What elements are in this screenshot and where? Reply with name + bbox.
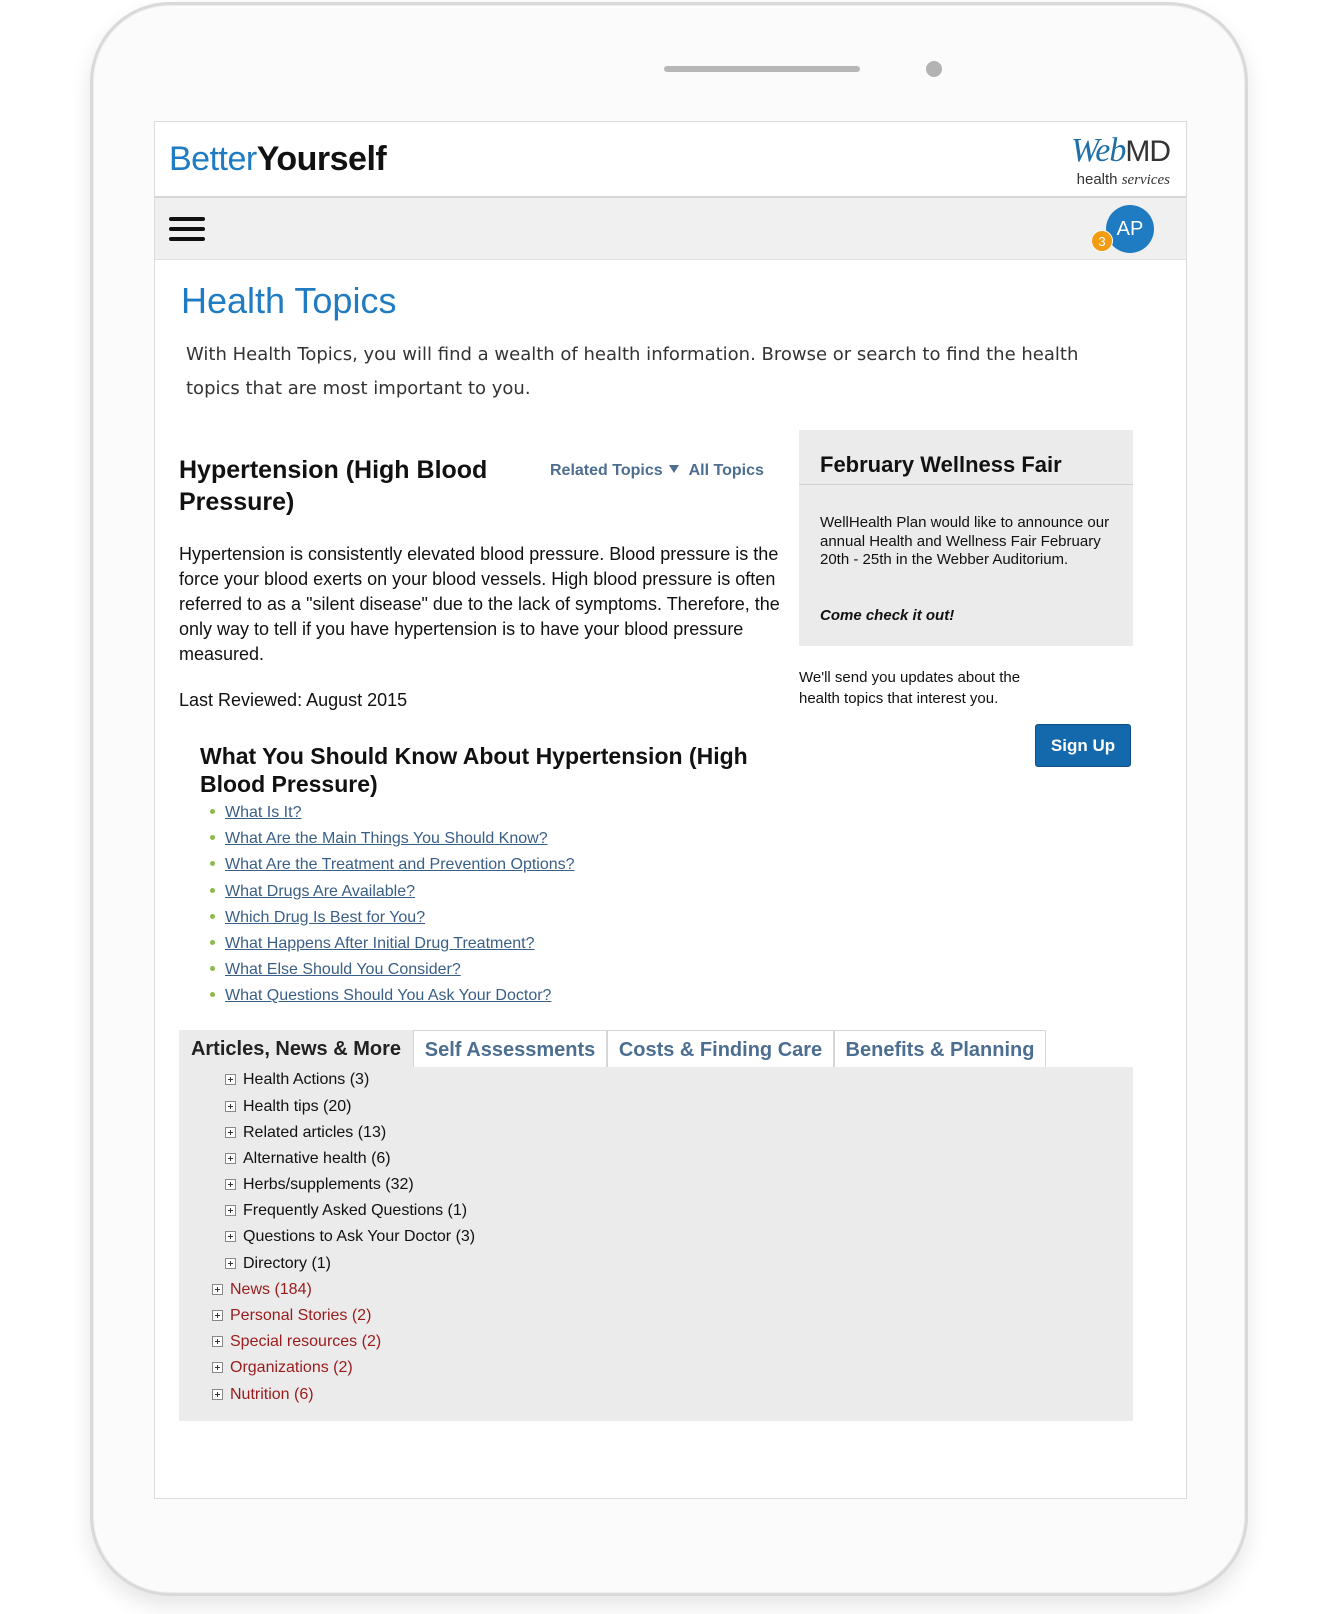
list-item — [210, 856, 575, 882]
tree-item[interactable]: Herbs/supplements (32) — [225, 1176, 414, 1194]
caret-down-icon[interactable] — [669, 465, 679, 473]
tree-item[interactable]: Health tips (20) — [225, 1098, 352, 1116]
all-topics-link[interactable]: All Topics — [688, 462, 764, 479]
app-screen — [154, 121, 1187, 1499]
article-title: Hypertension (High Blood Pressure) — [179, 456, 488, 516]
tree-item[interactable]: Health Actions (3) — [225, 1071, 369, 1089]
tree-item[interactable]: Special resources (2) — [212, 1333, 381, 1351]
user-avatar[interactable]: AP — [1106, 205, 1154, 253]
expand-plus-icon[interactable] — [212, 1362, 223, 1373]
tree-item[interactable]: Personal Stories (2) — [212, 1307, 371, 1325]
brand-logo-part2: Yourself — [256, 140, 387, 178]
know-link[interactable]: What Questions Should You Ask Your Doctor? — [225, 987, 552, 1005]
list-item — [210, 987, 575, 1013]
related-topics-dropdown[interactable]: Related Topics — [550, 462, 663, 479]
know-link[interactable]: What Drugs Are Available? — [225, 882, 416, 900]
expand-plus-icon[interactable] — [225, 1205, 236, 1216]
expand-plus-icon[interactable] — [225, 1127, 236, 1138]
expand-plus-icon[interactable] — [212, 1284, 223, 1295]
top-header — [155, 122, 1186, 198]
hamburger-menu-icon[interactable] — [169, 217, 205, 243]
event-card — [799, 430, 1133, 646]
brand-logo-part1: Better — [169, 140, 257, 178]
partner-logo — [1071, 134, 1170, 189]
event-text: WellHealth Plan would like to announce our annual Health and Wellness Fair February 20th - 25th in the Webber Auditorium. — [820, 514, 1110, 568]
tree-item[interactable]: Alternative health (6) — [225, 1150, 391, 1168]
bullet-icon — [210, 992, 215, 997]
know-link[interactable]: What Is It? — [225, 804, 302, 821]
page-intro: With Health Topics, you will find a wealth of health information. Browse or search to find the health topics that are most important to you. — [186, 344, 1079, 399]
event-title: February Wellness Fair — [820, 452, 1062, 477]
expand-plus-icon[interactable] — [225, 1258, 236, 1269]
expand-plus-icon[interactable] — [225, 1153, 236, 1164]
bullet-icon — [210, 809, 215, 814]
tree-item[interactable]: Frequently Asked Questions (1) — [225, 1202, 467, 1220]
expand-plus-icon[interactable] — [225, 1179, 236, 1190]
expand-plus-icon[interactable] — [212, 1389, 223, 1400]
tab-benefits-planning[interactable]: Benefits & Planning — [834, 1030, 1046, 1068]
tab-articles-news[interactable]: Articles, News & More — [179, 1030, 413, 1068]
tablet-speaker — [664, 66, 860, 72]
list-item — [210, 935, 575, 961]
know-section-title: What You Should Know About Hypertension (High Blood Pressure) — [200, 743, 748, 797]
brand-logo[interactable] — [169, 140, 386, 179]
event-divider — [799, 484, 1133, 485]
tree-item[interactable]: Directory (1) — [225, 1255, 331, 1273]
articles-tab-panel — [179, 1067, 1133, 1421]
bullet-icon — [210, 914, 215, 919]
partner-logo-sub2: services — [1121, 172, 1170, 188]
know-link[interactable]: What Happens After Initial Drug Treatment? — [225, 934, 535, 952]
bullet-icon — [210, 835, 215, 840]
expand-plus-icon[interactable] — [212, 1310, 223, 1321]
bullet-icon — [210, 861, 215, 866]
partner-logo-md: MD — [1125, 135, 1170, 168]
tree-item[interactable]: Organizations (2) — [212, 1359, 353, 1377]
topic-links — [550, 462, 764, 480]
tab-costs-care[interactable]: Costs & Finding Care — [607, 1030, 834, 1068]
notification-badge[interactable]: 3 — [1091, 230, 1113, 252]
list-item — [210, 961, 575, 987]
partner-logo-sub1: health — [1076, 171, 1122, 188]
event-cta: Come check it out! — [820, 607, 955, 624]
tree-item[interactable]: Questions to Ask Your Doctor (3) — [225, 1228, 475, 1246]
know-link[interactable]: What Are the Treatment and Prevention Options? — [225, 856, 575, 874]
know-link[interactable]: Which Drug Is Best for You? — [225, 908, 426, 926]
bullet-icon — [210, 966, 215, 971]
tree-item[interactable]: Related articles (13) — [225, 1124, 386, 1142]
expand-plus-icon[interactable] — [212, 1336, 223, 1347]
list-item — [210, 830, 575, 856]
updates-text: We'll send you updates about the health topics that interest you. — [799, 669, 1021, 707]
bullet-icon — [210, 940, 215, 945]
know-link[interactable]: What Are the Main Things You Should Know? — [225, 830, 548, 848]
sign-up-button[interactable]: Sign Up — [1035, 724, 1131, 767]
expand-plus-icon[interactable] — [225, 1074, 236, 1085]
tree-item[interactable]: Nutrition (6) — [212, 1386, 314, 1404]
tree-item[interactable]: News (184) — [212, 1281, 312, 1299]
know-link[interactable]: What Else Should You Consider? — [225, 961, 461, 979]
tablet-camera — [926, 61, 942, 77]
last-reviewed: Last Reviewed: August 2015 — [179, 690, 408, 710]
list-item — [210, 909, 575, 935]
expand-plus-icon[interactable] — [225, 1101, 236, 1112]
partner-logo-main: Web — [1071, 132, 1126, 169]
bullet-icon — [210, 888, 215, 893]
know-links-list — [210, 804, 575, 1014]
article-body: Hypertension is consistently elevated blood pressure. Blood pressure is the force your blood exerts on your blood vessels. High blood pressure is often referred to as a "silent disease" due to the lack of symptoms. Therefore, the only way to tell if you have hypertension is to have your blood pressure measured. — [179, 544, 780, 664]
list-item — [210, 804, 575, 830]
expand-plus-icon[interactable] — [225, 1231, 236, 1242]
list-item — [210, 883, 575, 909]
page-title: Health Topics — [181, 280, 397, 321]
nav-bar — [155, 198, 1186, 260]
tab-self-assessments[interactable]: Self Assessments — [413, 1030, 607, 1068]
